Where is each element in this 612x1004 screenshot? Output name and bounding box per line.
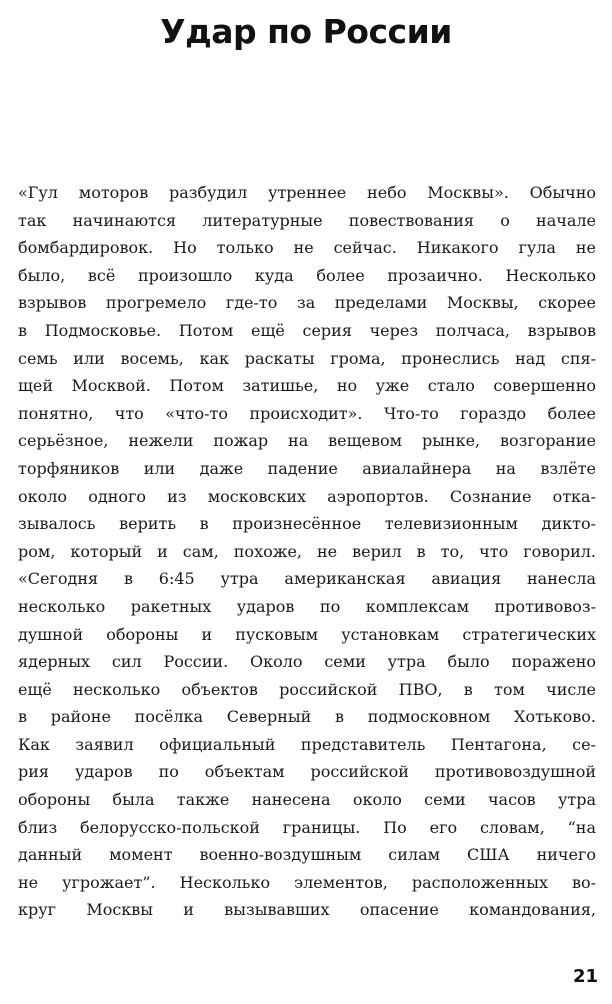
text-line: около одного из московских аэропортов. Сознание отка- <box>18 486 596 506</box>
text-line: обороны была также нанесена около семи часов утра <box>18 790 596 810</box>
text-line: ром, который и сам, похоже, не верил в то, что говорил. <box>18 541 596 561</box>
text-line: серьёзное, нежели пожар на вещевом рынке, возгорание <box>18 431 596 451</box>
text-line: взрывов прогремело где-то за пределами Москвы, скорее <box>18 293 596 313</box>
text-line: близ белорусско-польской границы. По его словам, “на <box>18 817 596 837</box>
text-line: понятно, что «что-то происходит». Что-то гораздо более <box>18 403 596 423</box>
text-line: зывалось верить в произнесённое телевизионным дикто- <box>18 514 596 534</box>
chapter-title: Удар по России <box>160 12 452 51</box>
text-line: ещё несколько объектов российской ПВО, в том числе <box>18 679 596 699</box>
text-line: несколько ракетных ударов по комплексам противовоз- <box>18 596 596 616</box>
text-line: рия ударов по объектам российской противовоздушной <box>18 762 596 782</box>
text-line: «Сегодня в 6:45 утра американская авиация нанесла <box>18 569 596 589</box>
text-line: так начинаются литературные повествования о начале <box>18 210 596 230</box>
text-line: было, всё произошло куда более прозаично. Несколько <box>18 265 596 285</box>
text-line: круг Москвы и вызывавших опасение командования, <box>18 900 596 920</box>
text-line: семь или восемь, как раскаты грома, пронеслись над спя- <box>18 348 596 368</box>
text-line: ядерных сил России. Около семи утра было поражено <box>18 652 596 672</box>
text-line: щей Москвой. Потом затишье, но уже стало совершенно <box>18 376 596 396</box>
text-line: душной обороны и пусковым установкам стратегических <box>18 624 596 644</box>
text-line: Как заявил официальный представитель Пентагона, се- <box>18 734 596 754</box>
text-line: в Подмосковье. Потом ещё серия через полчаса, взрывов <box>18 320 596 340</box>
text-line: в районе посёлка Северный в подмосковном Хотьково. <box>18 707 596 727</box>
text-line: торфяников или даже падение авиалайнера на взлёте <box>18 458 596 478</box>
text-line: бомбардировок. Но только не сейчас. Никакого гула не <box>18 238 596 258</box>
text-line: данный момент военно-воздушным силам США ничего <box>18 845 596 865</box>
page-number: 21 <box>572 966 598 987</box>
text-line: не угрожает”. Несколько элементов, расположенных во- <box>18 872 596 892</box>
body-text <box>18 179 596 924</box>
text-line: «Гул моторов разбудил утреннее небо Москвы». Обычно <box>18 183 596 202</box>
